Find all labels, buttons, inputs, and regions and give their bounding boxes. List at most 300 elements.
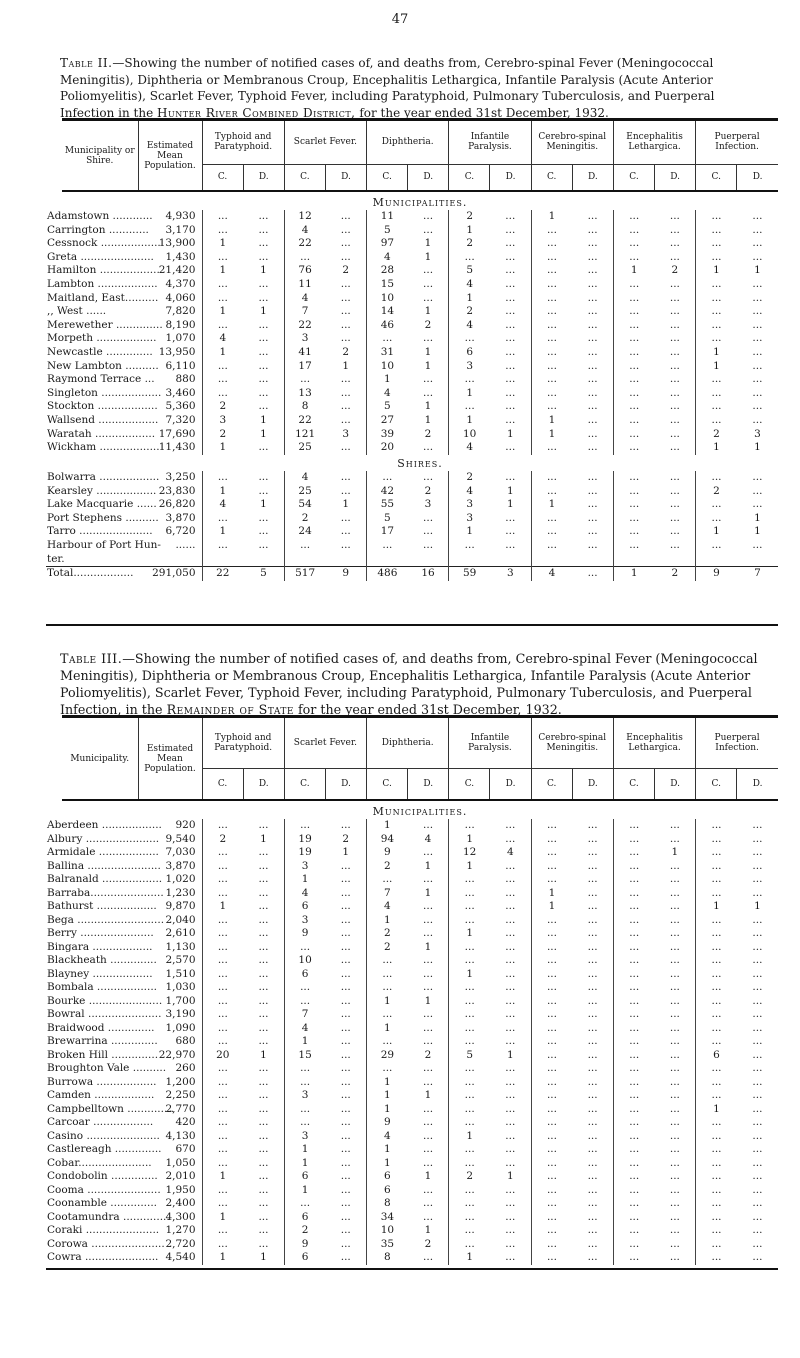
row-name: Lake Macquarie ...... — [47, 498, 157, 511]
table-row — [46, 373, 778, 387]
row-value: 1 — [202, 1251, 243, 1265]
row-value: 1 — [449, 1251, 490, 1265]
row-value: ... — [613, 373, 654, 387]
row-value: ... — [449, 373, 490, 387]
row-value: ... — [505, 305, 516, 318]
row-name: Adamstown ............ — [47, 210, 153, 222]
row-value: ... — [669, 484, 680, 497]
row-value: 1 — [342, 498, 350, 511]
row-value: ... — [340, 1210, 351, 1223]
row-value: ... — [752, 318, 763, 331]
row-value: ... — [258, 994, 269, 1007]
row-value: ... — [449, 1076, 490, 1090]
row-population: 5,360 — [165, 400, 196, 413]
row-value: 20 — [367, 441, 408, 455]
row-population — [138, 553, 202, 567]
sub-c: C. — [284, 769, 325, 800]
row-value: ... — [669, 981, 680, 993]
row-value: ... — [613, 914, 654, 928]
row-value: ... — [505, 1035, 516, 1047]
row-value: ... — [505, 441, 516, 454]
row-value: ... — [669, 1129, 680, 1142]
row-value: ... — [613, 1089, 654, 1103]
row-value: 4 — [367, 251, 408, 265]
row-value: 1 — [449, 387, 490, 401]
row-value: ... — [202, 968, 243, 982]
row-value: ... — [531, 1157, 572, 1171]
row-value: ... — [752, 1062, 763, 1074]
row-value: 41 — [284, 346, 325, 360]
row-value: ... — [613, 305, 654, 319]
row-value: ... — [367, 968, 408, 982]
table-row — [46, 512, 778, 526]
table-row — [46, 941, 778, 955]
row-value: ... — [613, 941, 654, 955]
row-value: 1 — [367, 1103, 408, 1117]
row-value: ... — [367, 873, 408, 887]
row-value: 17 — [284, 360, 325, 374]
row-value: ... — [587, 427, 598, 440]
row-value: ... — [202, 954, 243, 968]
row-value: 1 — [449, 860, 490, 874]
row-value: ... — [696, 1211, 737, 1225]
row-value: 6 — [367, 1170, 408, 1184]
row-value: ... — [531, 1062, 572, 1076]
row-value: ... — [284, 1062, 325, 1076]
row-value: ... — [669, 940, 680, 953]
row-value: ... — [423, 1008, 434, 1020]
row-value: ... — [449, 914, 490, 928]
row-value: ... — [587, 484, 598, 497]
table-row — [46, 846, 778, 860]
row-value: ... — [367, 539, 408, 553]
row-value: ... — [587, 250, 598, 263]
table-row — [46, 1116, 778, 1130]
row-value: 1 — [449, 968, 490, 982]
row-value: 1 — [424, 250, 432, 263]
row-value: 1 — [754, 264, 761, 277]
row-value: ... — [669, 1143, 680, 1155]
row-name: Lambton .................. — [47, 277, 158, 290]
row-value: ... — [531, 1076, 572, 1090]
row-value: ... — [340, 1062, 351, 1074]
row-value: 22 — [284, 319, 325, 333]
row-value: ... — [752, 873, 763, 885]
row-value: ... — [449, 1022, 490, 1036]
row-value: ... — [752, 305, 763, 318]
row-value: 6 — [284, 1211, 325, 1225]
row-value: ... — [505, 994, 516, 1007]
table-row — [46, 387, 778, 401]
row-population: 3,870 — [165, 859, 196, 872]
row-name: Albury ...................... — [47, 832, 160, 845]
row-value: ... — [258, 1197, 269, 1209]
row-value: ... — [340, 237, 351, 250]
row-value: ... — [669, 1251, 680, 1263]
row-value: 1 — [202, 264, 243, 278]
row-value: ... — [423, 1143, 434, 1155]
row-value: ... — [696, 1238, 737, 1252]
row-value: 2 — [342, 264, 350, 277]
row-value: ... — [449, 1184, 490, 1198]
row-name: Port Stephens .......... — [47, 511, 159, 524]
row-value: ... — [202, 1157, 243, 1171]
row-value: ... — [587, 210, 598, 222]
row-value: 15 — [367, 278, 408, 292]
row-value: ... — [587, 819, 598, 831]
row-value: ... — [613, 1224, 654, 1238]
row-value: ... — [531, 981, 572, 995]
row-population: 6,110 — [165, 359, 196, 372]
row-value: 2 — [449, 237, 490, 251]
row-name: Ballina ...................... — [47, 859, 161, 872]
row-value: 1 — [506, 1048, 514, 1061]
row-value: ... — [367, 332, 408, 346]
row-value: ... — [505, 859, 516, 872]
table2-caption-region: Hunter River Combined District, — [157, 105, 356, 120]
row-value: 2 — [202, 428, 243, 442]
row-value: ... — [752, 1089, 763, 1101]
row-value: 5 — [449, 1049, 490, 1063]
row-value: ... — [669, 819, 680, 831]
row-value: ... — [423, 967, 434, 980]
row-value: ... — [449, 1116, 490, 1130]
row-value: ... — [505, 525, 516, 538]
row-value: ... — [752, 1116, 763, 1128]
row-value: 5 — [367, 224, 408, 238]
row-value: ... — [752, 332, 763, 345]
table-row — [46, 319, 778, 333]
row-value: 4 — [202, 498, 243, 512]
row-value: ... — [340, 1048, 351, 1061]
row-value: ... — [423, 1062, 434, 1074]
row-name: Castlereagh .............. — [47, 1143, 162, 1155]
row-value: ... — [531, 1143, 572, 1157]
row-value: ... — [669, 427, 680, 440]
table-row — [46, 914, 778, 928]
row-population: 2,040 — [165, 913, 196, 926]
row-value: ... — [423, 900, 434, 912]
row-value: ... — [202, 539, 243, 553]
row-value: 15 — [284, 1049, 325, 1063]
row-value: 19 — [284, 833, 325, 847]
table-row — [46, 539, 778, 553]
row-value: 2 — [655, 567, 696, 581]
table2-caption-lead: Table II. — [60, 56, 113, 70]
row-value: ... — [669, 1170, 680, 1182]
row-value: 1 — [696, 525, 737, 539]
row-value: ... — [505, 345, 516, 358]
row-value: ... — [340, 954, 351, 966]
row-value: ... — [587, 1116, 598, 1128]
row-value: ... — [258, 237, 269, 250]
row-name: Aberdeen .................. — [47, 819, 162, 831]
row-value: 9 — [367, 846, 408, 860]
row-population: 23,830 — [158, 484, 196, 497]
row-value: 1 — [424, 994, 432, 1007]
row-value: ... — [340, 318, 351, 331]
row-value: ... — [340, 981, 351, 993]
row-value: ... — [258, 900, 269, 912]
row-value: ... — [669, 332, 680, 345]
row-value — [202, 553, 243, 567]
row-value: ... — [340, 210, 351, 222]
row-value: ... — [449, 1143, 490, 1157]
row-value: ... — [505, 900, 516, 912]
row-value: ... — [669, 498, 680, 511]
table-row — [46, 237, 778, 251]
row-value: ... — [696, 1008, 737, 1022]
row-name: Bathurst .................. — [47, 900, 157, 912]
row-value: ... — [258, 1021, 269, 1034]
row-value: 22 — [202, 567, 243, 581]
row-value: 4 — [284, 887, 325, 901]
sub-c: C. — [202, 769, 243, 800]
row-value: 1 — [754, 525, 761, 538]
row-value: 16 — [408, 567, 449, 581]
row-value: ... — [284, 981, 325, 995]
row-value: ... — [367, 954, 408, 968]
row-value: ... — [449, 1103, 490, 1117]
row-value: ... — [613, 1184, 654, 1198]
row-value: ... — [752, 1129, 763, 1142]
sub-c: C. — [284, 164, 325, 191]
row-value: ... — [505, 1224, 516, 1236]
row-value: ... — [752, 1008, 763, 1020]
table2-header-puerperal: Puerperal Infection. — [696, 120, 778, 165]
row-value: ... — [669, 345, 680, 358]
row-value: ... — [340, 1075, 351, 1088]
row-value: 1 — [696, 1103, 737, 1117]
row-value: 1 — [424, 940, 432, 953]
row-value: 1 — [202, 1211, 243, 1225]
row-value: ... — [449, 1211, 490, 1225]
row-value: 1 — [367, 1089, 408, 1103]
row-population: 1,270 — [165, 1224, 196, 1236]
row-value: ... — [752, 413, 763, 426]
row-value: ... — [696, 1130, 737, 1144]
table-row — [46, 292, 778, 306]
table2-caption — [60, 55, 760, 121]
table3-header-typhoid: Typhoid and Paratyphoid. — [202, 717, 284, 769]
row-value: ... — [613, 968, 654, 982]
row-population: 3,170 — [165, 223, 196, 236]
row-value: ... — [449, 995, 490, 1009]
table-row — [46, 498, 778, 512]
row-value: ... — [696, 332, 737, 346]
row-value: ... — [669, 859, 680, 872]
row-value: ... — [505, 873, 516, 885]
row-value: ... — [202, 914, 243, 928]
row-value: 1 — [449, 224, 490, 238]
sub-c: C. — [613, 164, 654, 191]
row-value: 6 — [367, 1184, 408, 1198]
row-value: ... — [669, 954, 680, 966]
row-value: ... — [202, 873, 243, 887]
row-value: ... — [423, 264, 434, 277]
row-value: ... — [752, 1035, 763, 1047]
row-value — [696, 553, 737, 567]
row-value: ... — [340, 886, 351, 899]
row-value: ... — [669, 413, 680, 426]
row-population: 2,720 — [165, 1237, 196, 1250]
row-value: ... — [752, 277, 763, 290]
row-value: ... — [202, 1076, 243, 1090]
sub-d: D. — [243, 769, 284, 800]
row-value: 7 — [284, 305, 325, 319]
row-population: 22,970 — [158, 1048, 196, 1061]
row-population: 3,190 — [165, 1008, 196, 1020]
row-value: ... — [340, 400, 351, 413]
row-value: ... — [752, 886, 763, 899]
row-value: ... — [367, 1062, 408, 1076]
row-value: 10 — [284, 954, 325, 968]
row-value: ... — [340, 859, 351, 872]
row-value: ... — [258, 345, 269, 358]
row-value: ... — [587, 1102, 598, 1115]
table-row — [46, 1224, 778, 1238]
row-value: 1 — [449, 1130, 490, 1144]
row-value: ... — [613, 428, 654, 442]
row-value: 1 — [696, 441, 737, 455]
row-value: ... — [613, 873, 654, 887]
row-value: ... — [531, 968, 572, 982]
row-value: ... — [587, 1251, 598, 1263]
row-value: ... — [531, 346, 572, 360]
row-value: 3 — [754, 427, 761, 440]
row-value: ... — [284, 251, 325, 265]
row-value: 3 — [284, 1089, 325, 1103]
row-value: ... — [613, 292, 654, 306]
row-value: ... — [202, 1238, 243, 1252]
row-value: ... — [669, 1008, 680, 1020]
row-value: ... — [258, 484, 269, 497]
row-value: ... — [696, 1022, 737, 1036]
row-value: ... — [202, 941, 243, 955]
row-value: ... — [340, 819, 351, 831]
row-value: ... — [340, 1102, 351, 1115]
row-value: 1 — [531, 428, 572, 442]
row-population: 680 — [175, 1035, 196, 1047]
row-value: ... — [587, 900, 598, 912]
row-value: ... — [587, 471, 598, 483]
row-value: ... — [587, 291, 598, 304]
row-value: ... — [202, 860, 243, 874]
row-value: ... — [587, 886, 598, 899]
row-value: ... — [449, 900, 490, 914]
row-value: 5 — [367, 512, 408, 526]
row-value: ... — [613, 319, 654, 333]
row-population: 1,030 — [165, 981, 196, 993]
row-name: Bombala .................. — [47, 981, 158, 993]
table-row — [46, 360, 778, 374]
row-value: ... — [505, 291, 516, 304]
row-name: Total.................. — [46, 567, 138, 581]
row-value: ... — [505, 373, 516, 386]
row-value: ... — [531, 995, 572, 1009]
row-name: Condobolin .............. — [47, 1170, 158, 1182]
row-value: ... — [531, 305, 572, 319]
row-value: ... — [202, 224, 243, 238]
row-value: ... — [613, 332, 654, 346]
row-value: ... — [613, 360, 654, 374]
row-value: ... — [613, 251, 654, 265]
table2-header-first: Municipality or Shire. — [64, 145, 135, 166]
row-value: ... — [531, 360, 572, 374]
row-value: ... — [587, 413, 598, 426]
row-value: 1 — [424, 400, 432, 413]
row-value: ... — [258, 1224, 269, 1236]
row-value: 25 — [284, 441, 325, 455]
row-population: 260 — [175, 1062, 196, 1074]
row-value: ... — [696, 1062, 737, 1076]
row-value: 2 — [449, 1170, 490, 1184]
row-value: ... — [202, 846, 243, 860]
row-value: ... — [669, 277, 680, 290]
row-value: ... — [284, 941, 325, 955]
row-name: Waratah .................. — [47, 427, 156, 440]
row-value: 2 — [367, 941, 408, 955]
row-value: ... — [202, 387, 243, 401]
table-row — [46, 860, 778, 874]
sub-c: C. — [449, 164, 490, 191]
row-value: 10 — [367, 360, 408, 374]
row-population: 9,540 — [165, 832, 196, 845]
row-value: ... — [696, 981, 737, 995]
row-value: ... — [613, 237, 654, 251]
row-value: ... — [587, 981, 598, 993]
sub-c: C. — [202, 164, 243, 191]
row-value: ... — [752, 1197, 763, 1209]
row-value: ... — [696, 292, 737, 306]
row-value: ... — [202, 819, 243, 833]
row-value: 2 — [367, 927, 408, 941]
row-value: ... — [613, 1143, 654, 1157]
row-value: ... — [531, 319, 572, 333]
row-value: ... — [505, 471, 516, 483]
row-value: ... — [505, 1008, 516, 1020]
row-value: ... — [669, 525, 680, 538]
row-value: ... — [669, 471, 680, 483]
table-row — [46, 1251, 778, 1265]
row-value: ... — [258, 332, 269, 345]
row-value: 10 — [367, 1224, 408, 1238]
row-name: New Lambton .......... — [47, 359, 159, 372]
row-value: 2 — [202, 833, 243, 847]
row-value: ... — [613, 485, 654, 499]
row-value: ... — [340, 1237, 351, 1250]
row-population: 7,320 — [165, 413, 196, 426]
row-value: ... — [752, 1237, 763, 1250]
row-value: ... — [669, 927, 680, 939]
row-value: ... — [340, 1089, 351, 1101]
row-population: 4,930 — [165, 210, 196, 222]
row-value: ... — [284, 539, 325, 553]
row-value: ... — [423, 954, 434, 966]
row-value: ... — [752, 1183, 763, 1196]
row-value: ... — [587, 1143, 598, 1155]
sub-d: D. — [737, 164, 778, 191]
row-value: ... — [202, 981, 243, 995]
row-value: ... — [505, 967, 516, 980]
row-value: ... — [531, 833, 572, 847]
row-value: ... — [531, 373, 572, 387]
row-value: 6 — [284, 968, 325, 982]
row-population: 2,570 — [165, 954, 196, 966]
row-value: 4 — [506, 846, 514, 858]
table-row — [46, 900, 778, 914]
row-value: ... — [423, 1197, 434, 1209]
